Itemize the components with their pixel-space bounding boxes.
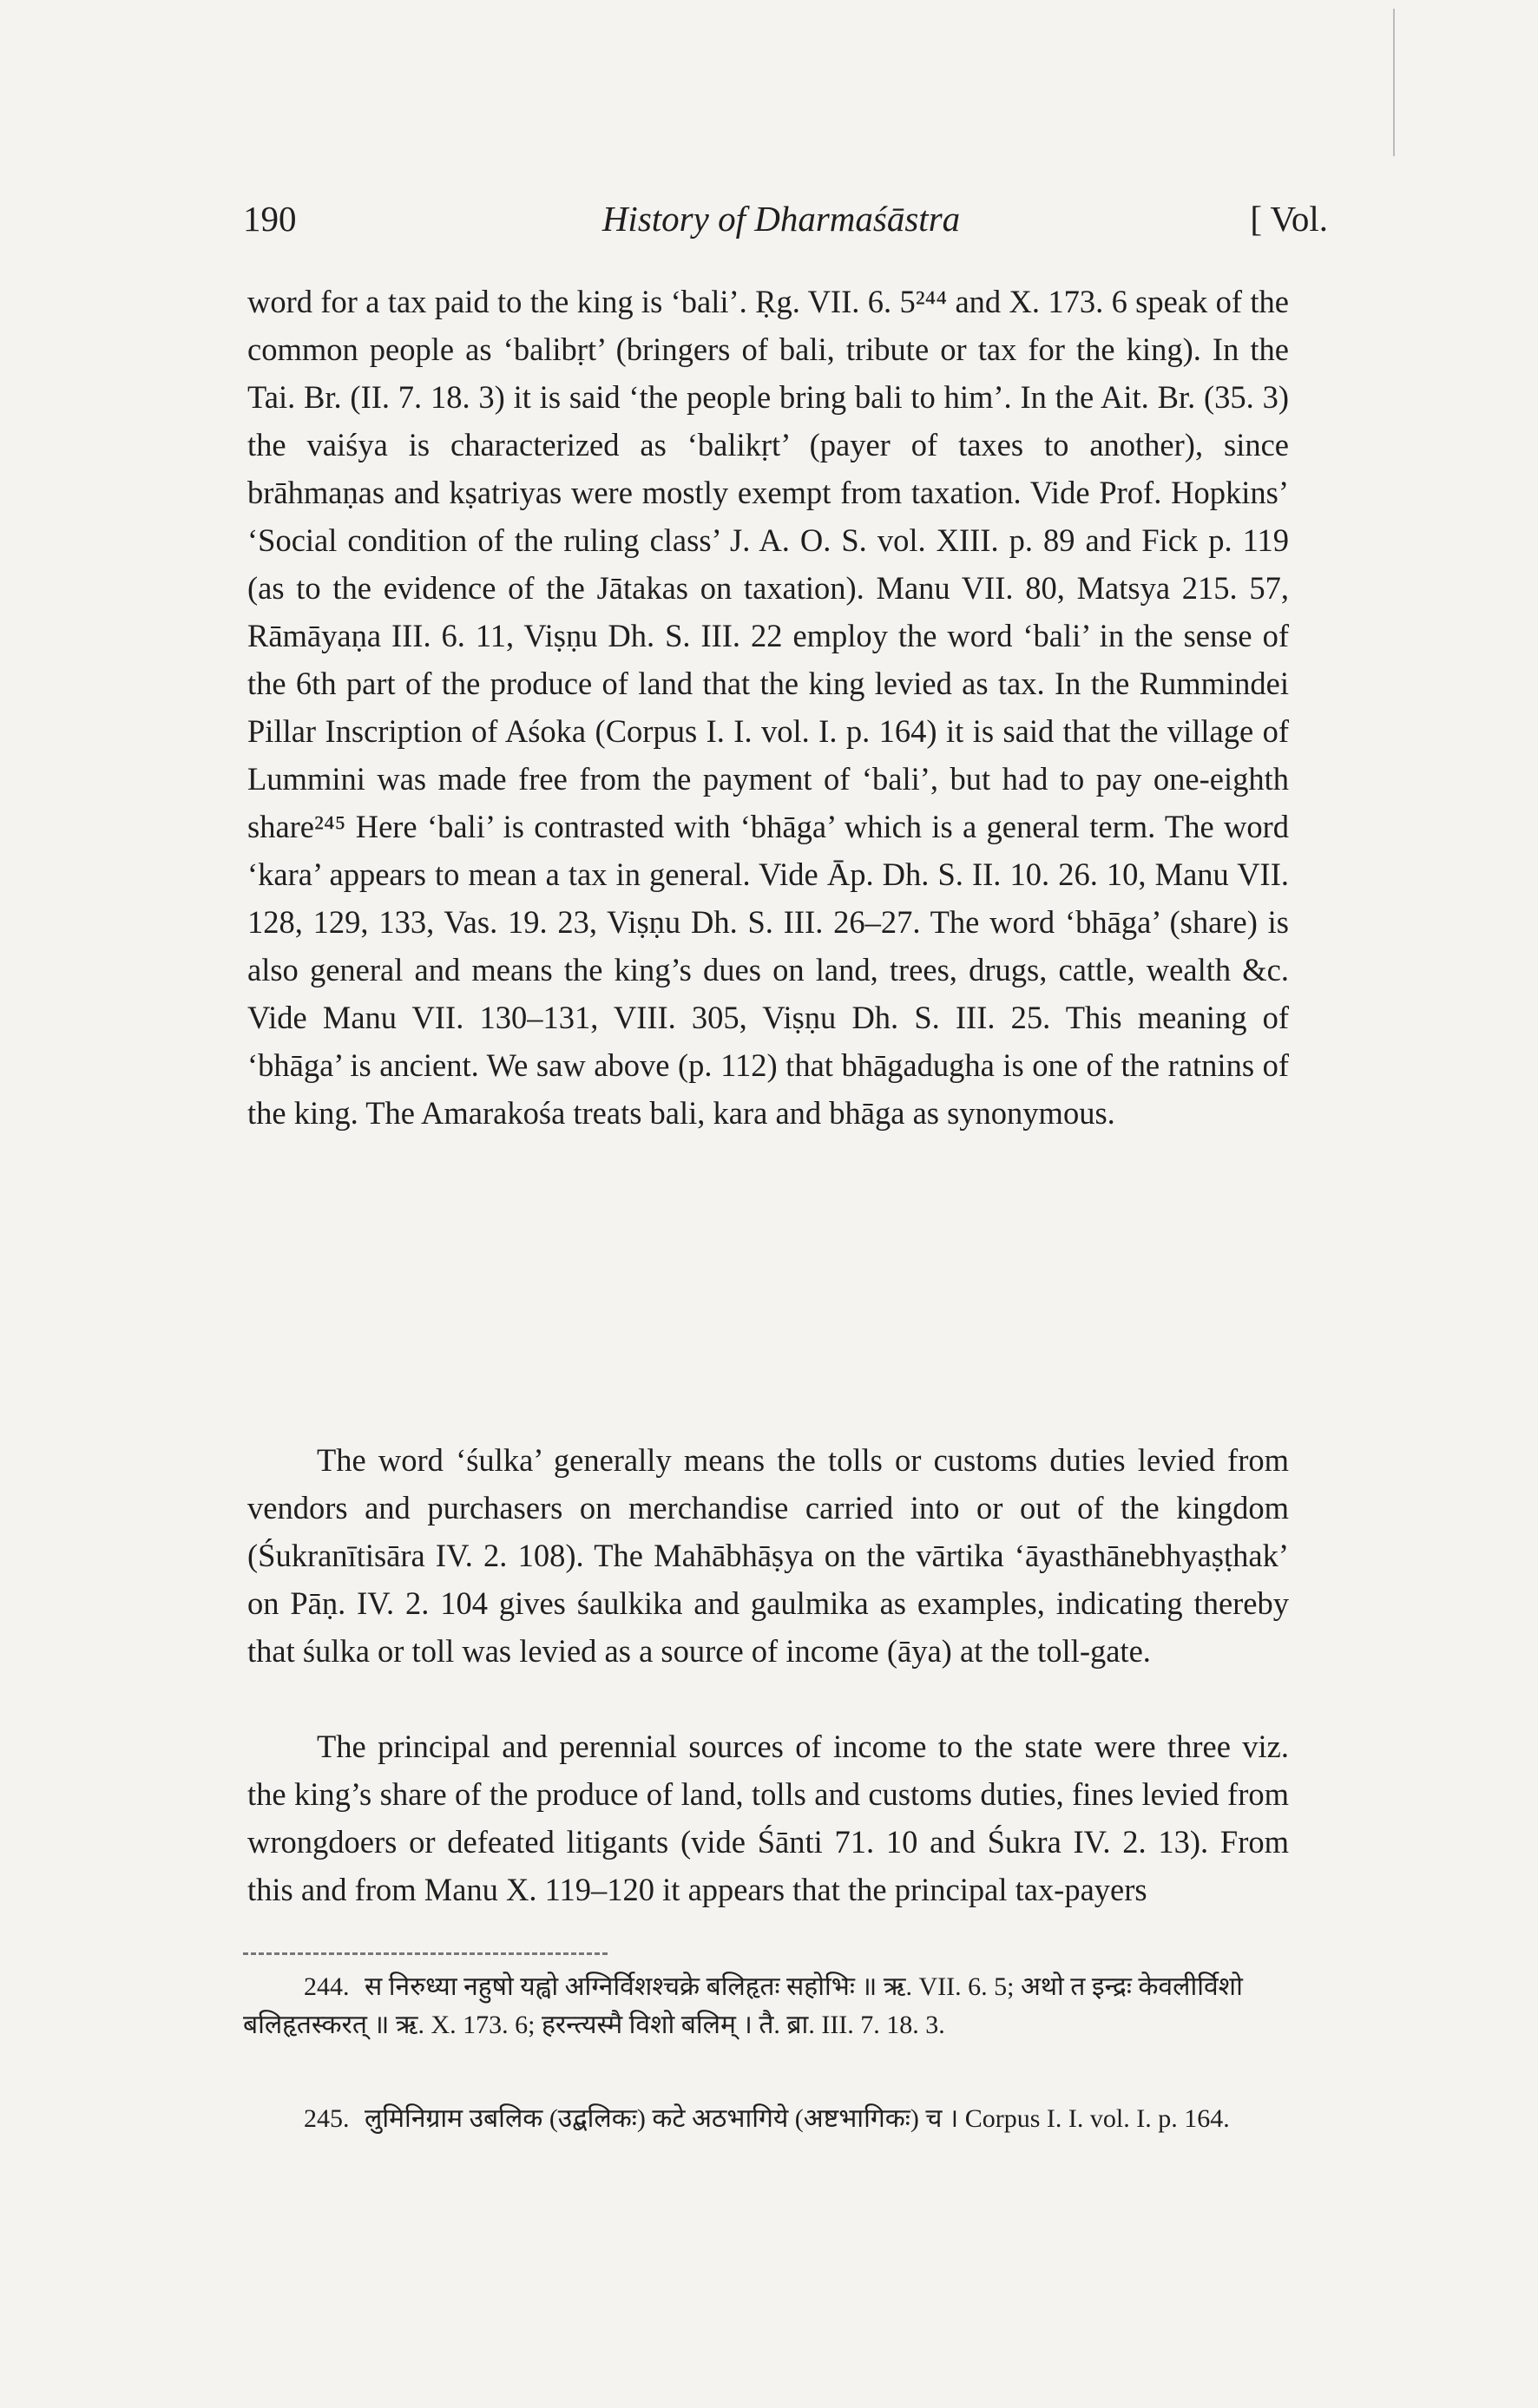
footnote-rule [243, 1952, 608, 1955]
footnote-number: 245. [304, 2104, 350, 2133]
footnote-text: स निरुध्या नहुषो यह्वो अग्निर्विशश्चक्रे बलिहृतः सहोभिः ॥ ऋ. VII. 6. 5; अथो त इन्द्रः केवलीर्विशो बलिहृतस्करत् ॥ ऋ. X. 173. 6; हरन्त्यस्मै विशो बलिम् । तै. ब्रा. III. 7. 18. 3. [243, 1972, 1243, 2039]
footnote-text: लुमिनिग्राम उबलिक (उद्बलिकः) कटे अठभागिये (अष्टभागिकः) च । Corpus I. I. vol. I. p. 164. [365, 2104, 1230, 2133]
margin-line [1393, 9, 1395, 156]
page-header [243, 198, 1328, 250]
footnote-245 [243, 2100, 1302, 2138]
volume-label: [ Vol. [1250, 199, 1328, 239]
footnote-244 [243, 1968, 1302, 2044]
page-number: 190 [243, 199, 297, 239]
paragraph-2: The word ‘śulka’ generally means the tolls or customs duties levied from vendors and purchasers on merchandise carried into or out of the kingdom (Śukranītisāra IV. 2. 108). The Mahābhāṣya on the vārtika ‘āyasthānebhyaṣṭhak’ on Pāṇ. IV. 2. 104 gives śaulkika and gaulmika as examples, indicating thereby that śulka or toll was levied as a source of income (āya) at the toll-gate. [247, 1442, 1289, 1669]
running-title: History of Dharmaśāstra [601, 199, 961, 239]
footnote-number: 244. [304, 1972, 350, 2001]
paragraph-3: The principal and perennial sources of income to the state were three viz. the king’s share of the produce of land, tolls and customs duties, fines levied from wrongdoers or defeated litigants (vide Śānti 71. 10 and Śukra IV. 2. 13). From this and from Manu X. 119–120 it appears that the principal tax-payers [247, 1729, 1289, 1907]
paragraph-1: word for a tax paid to the king is ‘bali’. Ṛg. VII. 6. 5²⁴⁴ and X. 173. 6 speak of the common people as ‘balibṛt’ (bringers of bali, tribute or tax for the king). In the Tai. Br. (II. 7. 18. 3) it is said ‘the people bring bali to him’. In the Ait. Br. (35. 3) the vaiśya is characterized as ‘balikṛt’ (payer of taxes to another), since brāhmaṇas and kṣatriyas were mostly exempt from taxation. Vide Prof. Hopkins’ ‘Social condition of the ruling class’ J. A. O. S. vol. XIII. p. 89 and Fick p. 119 (as to the evidence of the Jātakas on taxation). Manu VII. 80, Matsya 215. 57, Rāmāyaṇa III. 6. 11, Viṣṇu Dh. S. III. 22 employ the word ‘bali’ in the sense of the 6th part of the produce of land that the king levied as tax. In the Rummindei Pillar Inscription of Aśoka (Corpus I. I. vol. I. p. 164) it is said that the village of Lummini was made free from the payment of ‘bali’, but had to pay one-eighth share²⁴⁵ Here ‘bali’ is contrasted with ‘bhāga’ which is a general term. The word ‘kara’ appears to mean a tax in general. Vide Āp. Dh. S. II. 10. 26. 10, Manu VII. 128, 129, 133, Vas. 19. 23, Viṣṇu Dh. S. III. 26–27. The word ‘bhāga’ (share) is also general and means the king’s dues on land, trees, drugs, cattle, wealth &c. Vide Manu VII. 130–131, VIII. 305, Viṣṇu Dh. S. III. 25. This meaning of ‘bhāga’ is ancient. We saw above (p. 112) that bhāgadugha is one of the ratnins of the king. The Amarakośa treats bali, kara and bhāga as synonymous. [247, 284, 1289, 1131]
